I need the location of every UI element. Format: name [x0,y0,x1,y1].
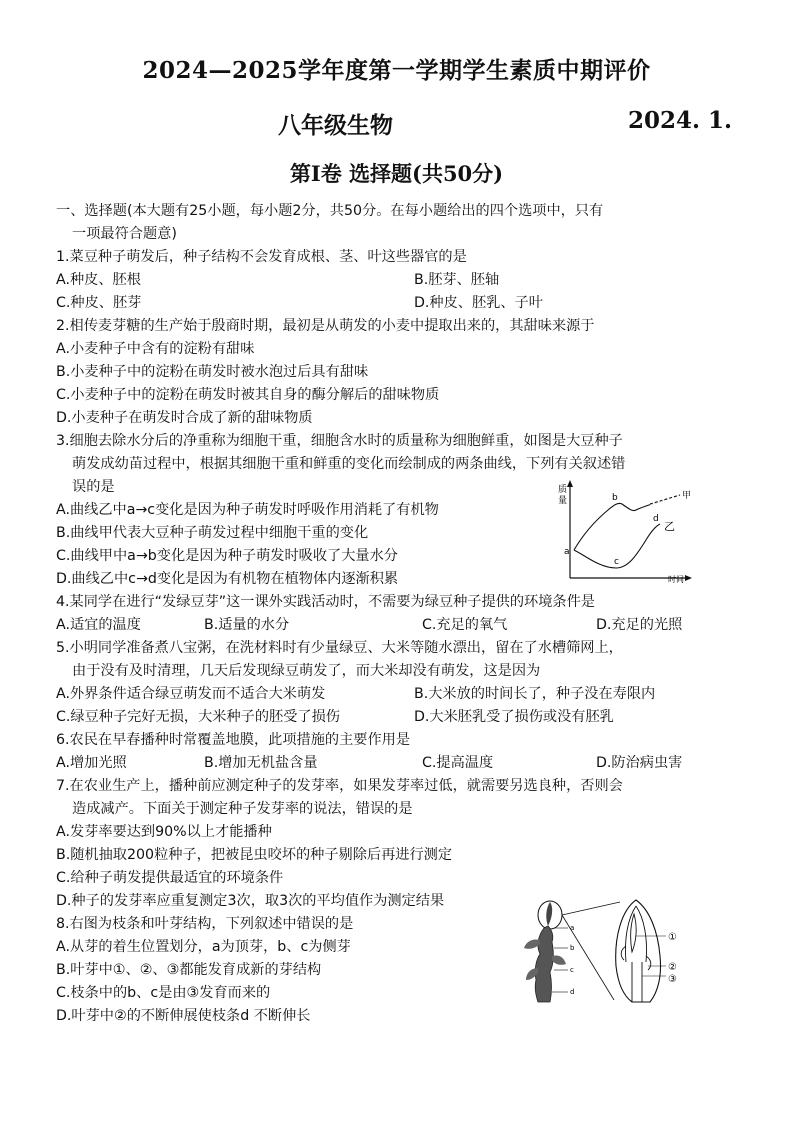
option: B.增加无机盐含量 [204,755,318,771]
x-axis-arrow [685,575,692,581]
branch-illustration [524,901,620,1002]
question-stem: 2.相传麦芽糖的生产始于殷商时期，最初是从萌发的小麦中提取出来的，其甜味来源于 [56,318,595,334]
leaf-bud-section [616,900,677,1002]
question-stem: 4.某同学在进行“发绿豆芽”这一课外实践活动时，不需要为绿豆种子提供的环境条件是 [56,594,595,610]
option: A.外界条件适合绿豆萌发而不适合大米萌发 [56,686,326,702]
q8-branch-bud-figure [506,896,696,1006]
option: D.大米胚乳受了损伤或没有胚乳 [414,709,614,725]
question-stem: 造成减产。下面关于测定种子发芽率的说法，错误的是 [72,801,413,817]
y-axis-label: 质 [558,485,568,495]
options-row [56,752,736,775]
options-row [56,269,736,292]
question-stem: 萌发成幼苗过程中，根据其细胞干重和鲜重的变化而绘制成的两条曲线，下列有关叙述错 [72,456,626,472]
options-row [56,683,736,706]
option: D.种子的发芽率应重复测定3次，取3次的平均值作为测定结果 [56,893,445,909]
branch-label: a [570,924,575,932]
branch-label: c [570,966,574,974]
question-stem: 5.小明同学准备煮八宝粥，在洗材料时有少量绿豆、大米等随水漂出，留在了水槽筛网上， [56,640,623,656]
question-stem: 6.农民在早春播种时常覆盖地膜，此项措施的主要作用是 [56,732,411,748]
bud-axis [632,962,642,1002]
branch-stem [535,926,553,1002]
point-label: d [653,514,659,524]
option: B.小麦种子中的淀粉在萌发时被水泡过后具有甜味 [56,364,369,380]
point-label: b [612,493,618,503]
option: B.胚芽、胚轴 [414,272,500,288]
option: C.提高温度 [422,755,494,771]
option: B.大米放的时间长了，种子没在寿限内 [414,686,656,702]
growth-point [631,914,636,952]
option: D.叶芽中②的不断伸展使枝条d 不断伸长 [56,1008,311,1024]
branch-label: d [570,988,575,996]
option: A.曲线乙中a→c变化是因为种子萌发时呼吸作用消耗了有机物 [56,502,439,518]
question-stem: 3.细胞去除水分后的净重称为细胞干重，细胞含水时的质量称为细胞鲜重，如图是大豆种子 [56,433,623,449]
question-stem: 1.菜豆种子萌发后，种子结构不会发育成根、茎、叶这些器官的是 [56,249,467,265]
bud-label: ③ [668,974,677,985]
section-title: 第Ⅰ卷 选择题(共50分) [289,161,504,186]
bud-label: ① [668,932,677,943]
option: C.小麦种子中的淀粉在萌发时被其自身的酶分解后的甜味物质 [56,387,440,403]
instructions-line: 一项最符合题意) [72,226,177,242]
option: D.小麦种子在萌发时合成了新的甜味物质 [56,410,313,426]
point-label: c [614,557,619,567]
question-stem: 8.右图为枝条和叶芽结构，下列叙述中错误的是 [56,916,354,932]
options-row [56,706,736,729]
option: A.适宜的温度 [56,617,141,633]
option: B.叶芽中①、②、③都能发育成新的芽结构 [56,962,322,978]
option: B.曲线甲代表大豆种子萌发过程中细胞干重的变化 [56,525,369,541]
option: A.小麦种子中含有的淀粉有甜味 [56,341,255,357]
y-axis-arrow [567,480,573,487]
terminal-bud [546,902,552,926]
question-stem: 7.在农业生产上，播种前应测定种子的发芽率，如果发芽率过低，就需要另选良种，否则会 [56,778,623,794]
option: C.绿豆种子完好无损，大米种子的胚受了损伤 [56,709,340,725]
option: C.枝条中的b、c是由③发育而来的 [56,985,271,1001]
lateral-bud [524,939,540,948]
subject-title: 八年级生物 [278,112,393,139]
bud-label: ② [668,962,677,973]
option: B.随机抽取200粒种子，把被昆虫咬坏的种子剔除后再进行测定 [56,847,453,863]
options-row [56,614,736,637]
option: D.种皮、胚乳、子叶 [414,295,543,311]
curve-yi-label: 乙 [664,520,675,533]
bud-outline [616,900,661,1002]
question-stem: 由于没有及时清理，几天后发现绿豆萌发了，而大米却没有萌发，这是因为 [72,663,541,679]
lateral-bud [552,955,566,964]
branch-label: b [570,944,575,952]
curve-jia-label: 甲 [682,491,692,501]
option: D.防治病虫害 [596,755,683,771]
option: D.曲线乙中c→d变化是因为有机物在植物体内逐渐积累 [56,571,399,587]
option: B.适量的水分 [204,617,290,633]
option: C.种皮、胚芽 [56,295,142,311]
option: C.充足的氧气 [422,617,508,633]
instructions-line: 一、选择题(本大题有25小题，每小题2分，共50分。在每小题给出的四个选项中，只有 [56,203,604,219]
question-stem: 误的是 [72,479,115,495]
option: A.增加光照 [56,755,127,771]
y-axis-label: 量 [558,496,568,506]
option: C.给种子萌发提供最适宜的环境条件 [56,870,284,886]
option: A.从芽的着生位置划分，a为顶芽，b、c为侧芽 [56,939,351,955]
options-row [56,292,736,315]
option: A.种皮、胚根 [56,272,141,288]
option: C.曲线甲中a→b变化是因为种子萌发时吸收了大量水分 [56,548,398,564]
option: D.充足的光照 [596,617,683,633]
point-label: a [564,547,570,557]
connector-line [562,902,620,915]
exam-title: 2024—2025学年度第一学期学生素质中期评价 [142,57,651,84]
exam-date: 2024. 1. [628,107,733,134]
option: A.发芽率要达到90%以上才能播种 [56,824,272,840]
x-axis-label: 时间 [668,575,684,583]
q3-mass-curve-figure [556,478,696,583]
